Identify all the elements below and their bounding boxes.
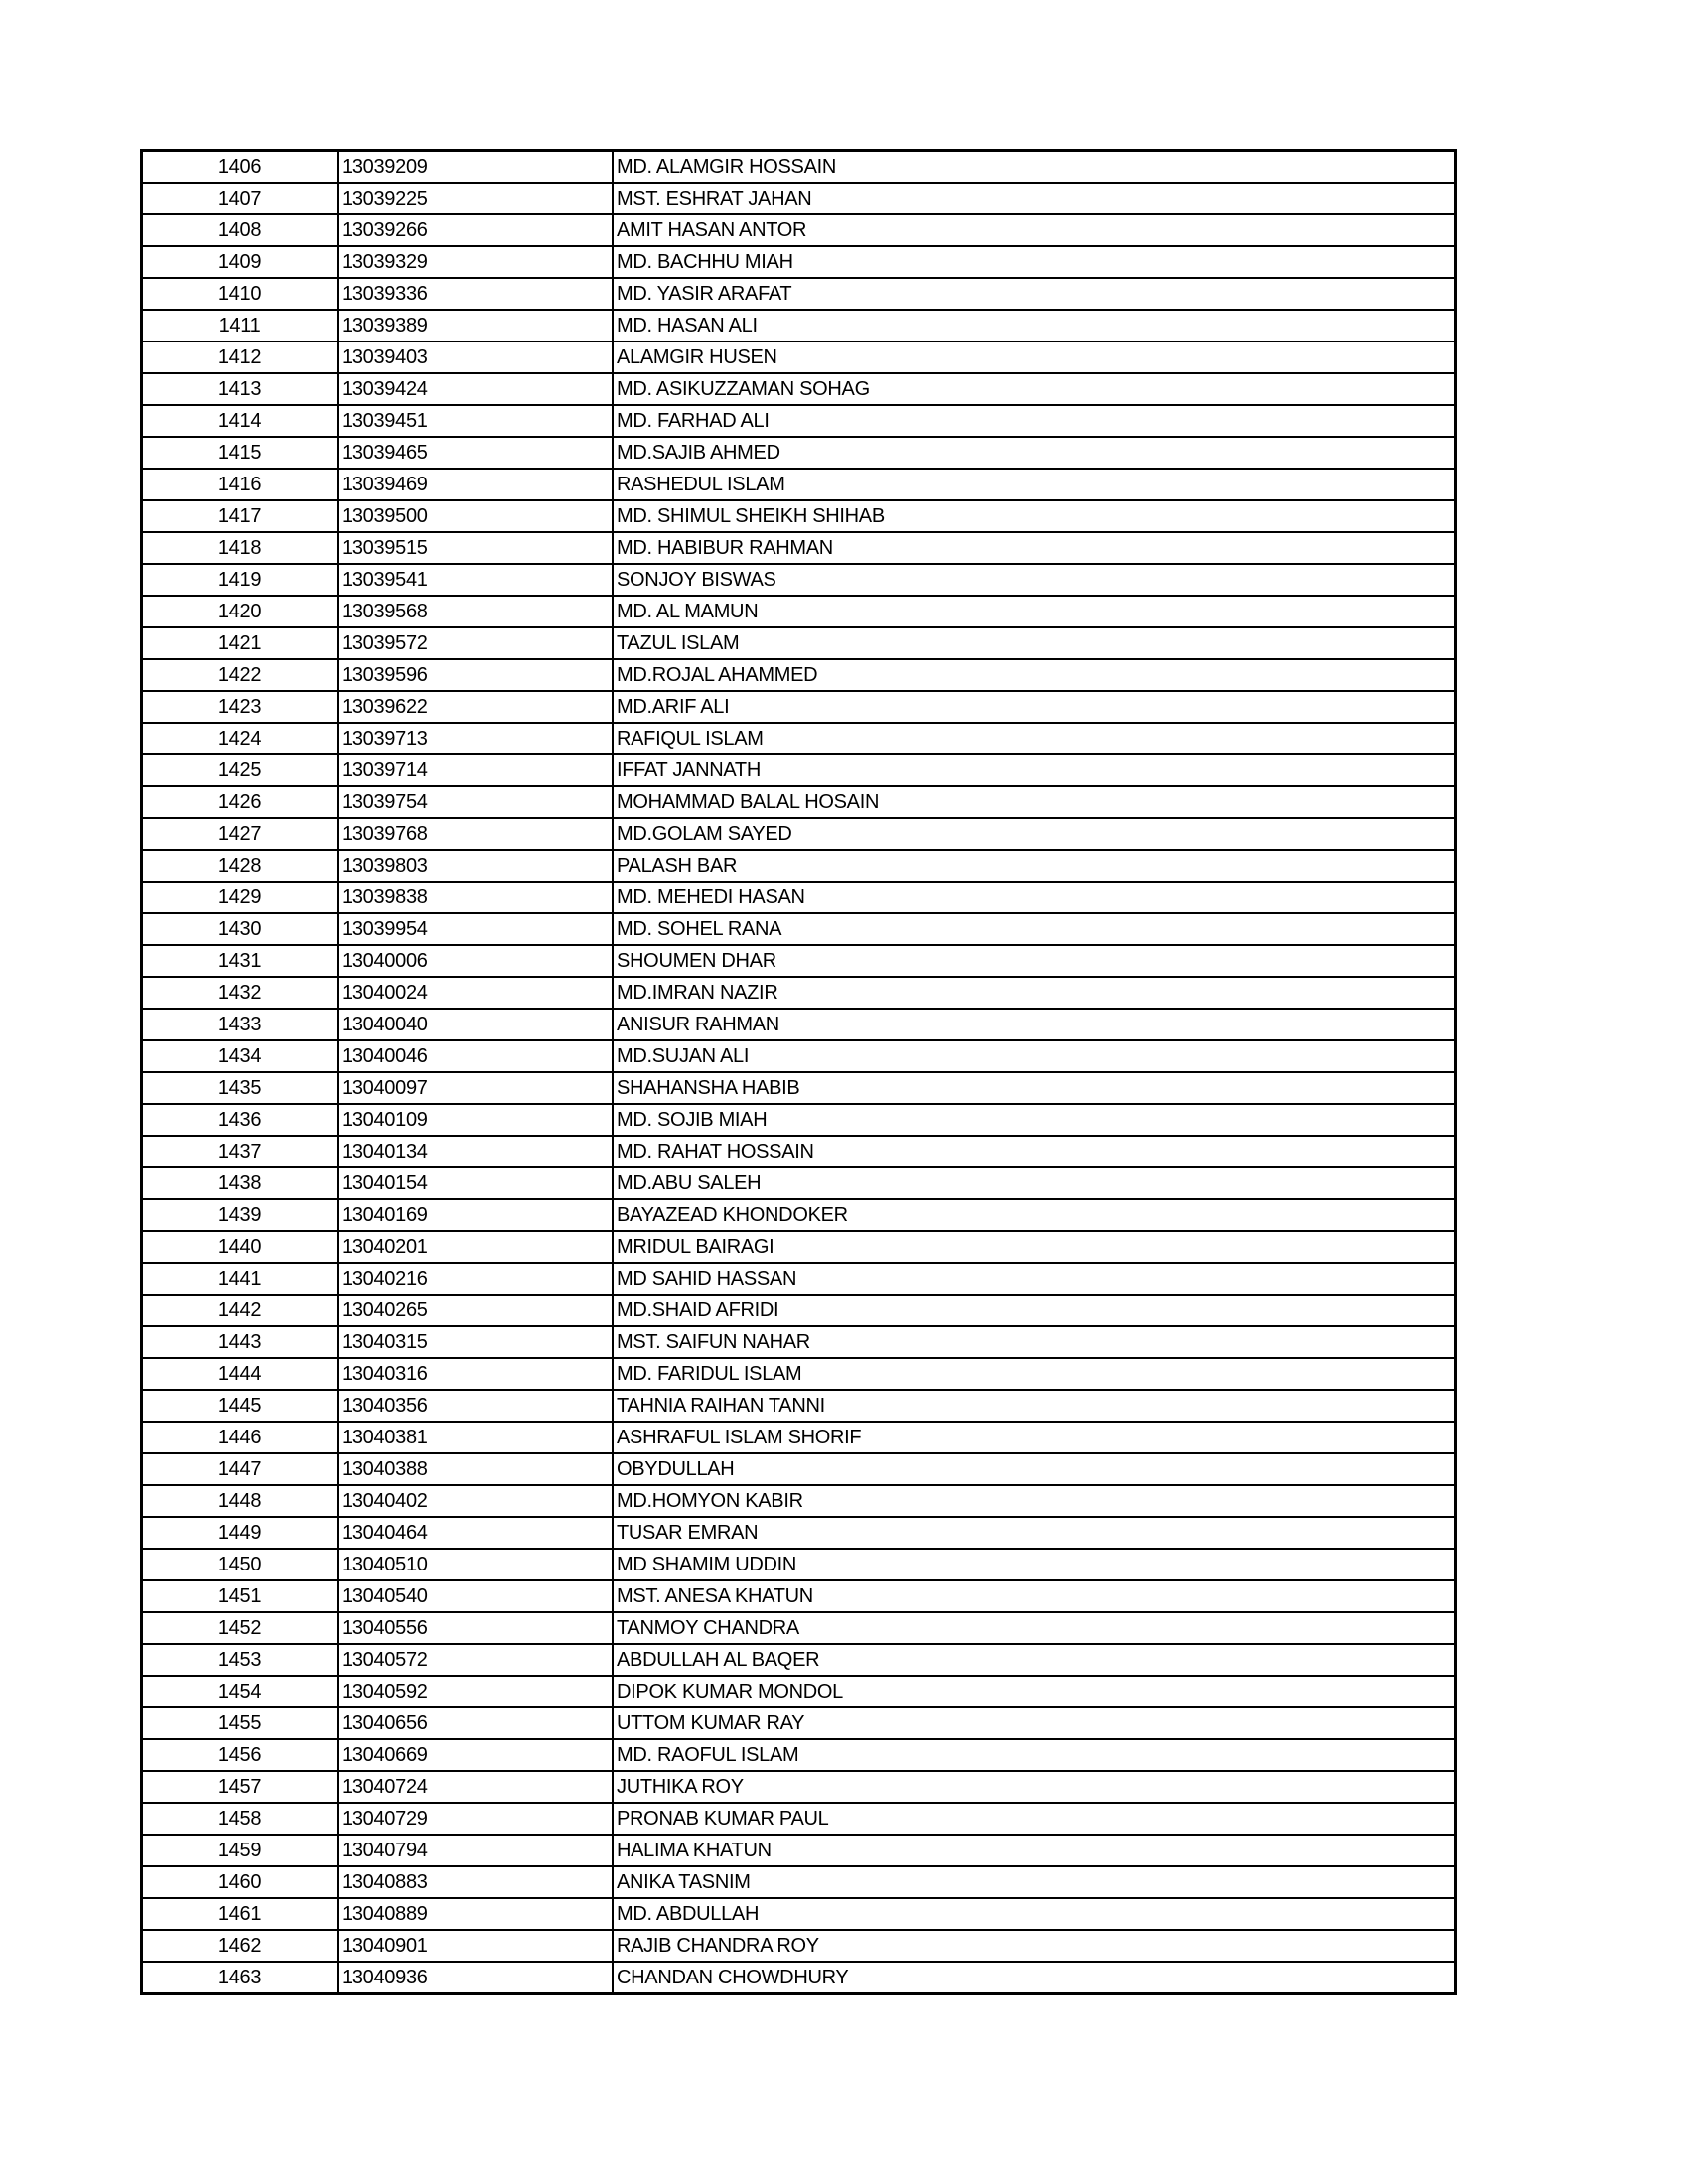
serial-number-cell: 1449 xyxy=(142,1517,339,1549)
roll-number-cell: 13040464 xyxy=(338,1517,613,1549)
roll-number-cell: 13040356 xyxy=(338,1390,613,1422)
serial-number-cell: 1414 xyxy=(142,405,339,437)
candidate-name-cell: ABDULLAH AL BAQER xyxy=(613,1644,1456,1676)
candidate-name-cell: SHOUMEN DHAR xyxy=(613,945,1456,977)
candidate-name-cell: MD. AL MAMUN xyxy=(613,596,1456,627)
candidate-name-cell: TAHNIA RAIHAN TANNI xyxy=(613,1390,1456,1422)
candidate-name-cell: TAZUL ISLAM xyxy=(613,627,1456,659)
table-row xyxy=(142,818,1456,850)
result-table-body xyxy=(142,151,1456,1994)
candidate-name-cell: PRONAB KUMAR PAUL xyxy=(613,1803,1456,1835)
candidate-name-cell: MD SAHID HASSAN xyxy=(613,1263,1456,1295)
serial-number-cell: 1457 xyxy=(142,1771,339,1803)
candidate-name-cell: MD. ASIKUZZAMAN SOHAG xyxy=(613,373,1456,405)
roll-number-cell: 13040889 xyxy=(338,1898,613,1930)
serial-number-cell: 1426 xyxy=(142,786,339,818)
result-table xyxy=(140,149,1457,1995)
table-row xyxy=(142,1104,1456,1136)
roll-number-cell: 13040794 xyxy=(338,1835,613,1866)
roll-number-cell: 13039954 xyxy=(338,913,613,945)
candidate-name-cell: MD. SOJIB MIAH xyxy=(613,1104,1456,1136)
table-row xyxy=(142,882,1456,913)
roll-number-cell: 13039713 xyxy=(338,723,613,754)
serial-number-cell: 1407 xyxy=(142,183,339,214)
serial-number-cell: 1447 xyxy=(142,1453,339,1485)
roll-number-cell: 13039596 xyxy=(338,659,613,691)
candidate-name-cell: MD. MEHEDI HASAN xyxy=(613,882,1456,913)
table-row xyxy=(142,1263,1456,1295)
serial-number-cell: 1461 xyxy=(142,1898,339,1930)
table-row xyxy=(142,1549,1456,1580)
table-row xyxy=(142,1962,1456,1994)
table-row xyxy=(142,754,1456,786)
roll-number-cell: 13039424 xyxy=(338,373,613,405)
serial-number-cell: 1444 xyxy=(142,1358,339,1390)
serial-number-cell: 1415 xyxy=(142,437,339,469)
roll-number-cell: 13040169 xyxy=(338,1199,613,1231)
candidate-name-cell: MD.SUJAN ALI xyxy=(613,1040,1456,1072)
roll-number-cell: 13039838 xyxy=(338,882,613,913)
table-row xyxy=(142,278,1456,310)
candidate-name-cell: MRIDUL BAIRAGI xyxy=(613,1231,1456,1263)
table-row xyxy=(142,1358,1456,1390)
table-row xyxy=(142,246,1456,278)
serial-number-cell: 1452 xyxy=(142,1612,339,1644)
candidate-name-cell: HALIMA KHATUN xyxy=(613,1835,1456,1866)
table-row xyxy=(142,627,1456,659)
candidate-name-cell: PALASH BAR xyxy=(613,850,1456,882)
table-row xyxy=(142,1295,1456,1326)
candidate-name-cell: MST. ANESA KHATUN xyxy=(613,1580,1456,1612)
table-row xyxy=(142,1072,1456,1104)
table-row xyxy=(142,405,1456,437)
table-row xyxy=(142,1835,1456,1866)
candidate-name-cell: AMIT HASAN ANTOR xyxy=(613,214,1456,246)
serial-number-cell: 1438 xyxy=(142,1167,339,1199)
serial-number-cell: 1456 xyxy=(142,1739,339,1771)
candidate-name-cell: BAYAZEAD KHONDOKER xyxy=(613,1199,1456,1231)
candidate-name-cell: MD. RAHAT HOSSAIN xyxy=(613,1136,1456,1167)
candidate-name-cell: ASHRAFUL ISLAM SHORIF xyxy=(613,1422,1456,1453)
candidate-name-cell: MD. ALAMGIR HOSSAIN xyxy=(613,151,1456,184)
serial-number-cell: 1432 xyxy=(142,977,339,1009)
candidate-name-cell: MD. SHIMUL SHEIKH SHIHAB xyxy=(613,500,1456,532)
table-row xyxy=(142,1930,1456,1962)
candidate-name-cell: TUSAR EMRAN xyxy=(613,1517,1456,1549)
table-row xyxy=(142,1136,1456,1167)
serial-number-cell: 1450 xyxy=(142,1549,339,1580)
table-row xyxy=(142,1009,1456,1040)
table-row xyxy=(142,437,1456,469)
roll-number-cell: 13039568 xyxy=(338,596,613,627)
serial-number-cell: 1410 xyxy=(142,278,339,310)
serial-number-cell: 1441 xyxy=(142,1263,339,1295)
candidate-name-cell: MD. FARHAD ALI xyxy=(613,405,1456,437)
table-row xyxy=(142,1676,1456,1707)
candidate-name-cell: JUTHIKA ROY xyxy=(613,1771,1456,1803)
serial-number-cell: 1431 xyxy=(142,945,339,977)
roll-number-cell: 13039389 xyxy=(338,310,613,341)
serial-number-cell: 1460 xyxy=(142,1866,339,1898)
table-row xyxy=(142,596,1456,627)
table-row xyxy=(142,1422,1456,1453)
roll-number-cell: 13039714 xyxy=(338,754,613,786)
serial-number-cell: 1413 xyxy=(142,373,339,405)
serial-number-cell: 1436 xyxy=(142,1104,339,1136)
roll-number-cell: 13040024 xyxy=(338,977,613,1009)
serial-number-cell: 1409 xyxy=(142,246,339,278)
roll-number-cell: 13040656 xyxy=(338,1707,613,1739)
candidate-name-cell: MST. ESHRAT JAHAN xyxy=(613,183,1456,214)
roll-number-cell: 13040724 xyxy=(338,1771,613,1803)
roll-number-cell: 13040540 xyxy=(338,1580,613,1612)
roll-number-cell: 13039336 xyxy=(338,278,613,310)
candidate-name-cell: ANISUR RAHMAN xyxy=(613,1009,1456,1040)
serial-number-cell: 1418 xyxy=(142,532,339,564)
table-row xyxy=(142,786,1456,818)
candidate-name-cell: MD. HABIBUR RAHMAN xyxy=(613,532,1456,564)
serial-number-cell: 1435 xyxy=(142,1072,339,1104)
candidate-name-cell: MD. RAOFUL ISLAM xyxy=(613,1739,1456,1771)
serial-number-cell: 1419 xyxy=(142,564,339,596)
roll-number-cell: 13040936 xyxy=(338,1962,613,1994)
serial-number-cell: 1434 xyxy=(142,1040,339,1072)
candidate-name-cell: RAFIQUL ISLAM xyxy=(613,723,1456,754)
roll-number-cell: 13040265 xyxy=(338,1295,613,1326)
candidate-name-cell: SHAHANSHA HABIB xyxy=(613,1072,1456,1104)
table-row xyxy=(142,500,1456,532)
table-row xyxy=(142,310,1456,341)
table-row xyxy=(142,1612,1456,1644)
table-row xyxy=(142,723,1456,754)
candidate-name-cell: MD.ROJAL AHAMMED xyxy=(613,659,1456,691)
roll-number-cell: 13040216 xyxy=(338,1263,613,1295)
roll-number-cell: 13040883 xyxy=(338,1866,613,1898)
serial-number-cell: 1406 xyxy=(142,151,339,184)
candidate-name-cell: MD.SHAID AFRIDI xyxy=(613,1295,1456,1326)
serial-number-cell: 1422 xyxy=(142,659,339,691)
table-row xyxy=(142,341,1456,373)
table-row xyxy=(142,1517,1456,1549)
roll-number-cell: 13040572 xyxy=(338,1644,613,1676)
candidate-name-cell: MOHAMMAD BALAL HOSAIN xyxy=(613,786,1456,818)
roll-number-cell: 13039768 xyxy=(338,818,613,850)
serial-number-cell: 1463 xyxy=(142,1962,339,1994)
table-row xyxy=(142,183,1456,214)
serial-number-cell: 1417 xyxy=(142,500,339,532)
serial-number-cell: 1427 xyxy=(142,818,339,850)
serial-number-cell: 1425 xyxy=(142,754,339,786)
candidate-name-cell: MD. BACHHU MIAH xyxy=(613,246,1456,278)
candidate-name-cell: MD.ABU SALEH xyxy=(613,1167,1456,1199)
serial-number-cell: 1454 xyxy=(142,1676,339,1707)
roll-number-cell: 13040901 xyxy=(338,1930,613,1962)
serial-number-cell: 1446 xyxy=(142,1422,339,1453)
roll-number-cell: 13039622 xyxy=(338,691,613,723)
roll-number-cell: 13040388 xyxy=(338,1453,613,1485)
table-row xyxy=(142,913,1456,945)
roll-number-cell: 13040510 xyxy=(338,1549,613,1580)
table-row xyxy=(142,373,1456,405)
candidate-name-cell: MD.HOMYON KABIR xyxy=(613,1485,1456,1517)
serial-number-cell: 1448 xyxy=(142,1485,339,1517)
candidate-name-cell: MD. YASIR ARAFAT xyxy=(613,278,1456,310)
roll-number-cell: 13039500 xyxy=(338,500,613,532)
candidate-name-cell: MD SHAMIM UDDIN xyxy=(613,1549,1456,1580)
candidate-name-cell: RASHEDUL ISLAM xyxy=(613,469,1456,500)
serial-number-cell: 1458 xyxy=(142,1803,339,1835)
roll-number-cell: 13040006 xyxy=(338,945,613,977)
candidate-name-cell: MD.GOLAM SAYED xyxy=(613,818,1456,850)
roll-number-cell: 13039465 xyxy=(338,437,613,469)
roll-number-cell: 13040097 xyxy=(338,1072,613,1104)
roll-number-cell: 13040134 xyxy=(338,1136,613,1167)
serial-number-cell: 1428 xyxy=(142,850,339,882)
table-row xyxy=(142,1739,1456,1771)
roll-number-cell: 13039403 xyxy=(338,341,613,373)
roll-number-cell: 13039329 xyxy=(338,246,613,278)
serial-number-cell: 1420 xyxy=(142,596,339,627)
candidate-name-cell: TANMOY CHANDRA xyxy=(613,1612,1456,1644)
candidate-name-cell: ALAMGIR HUSEN xyxy=(613,341,1456,373)
table-row xyxy=(142,1326,1456,1358)
serial-number-cell: 1442 xyxy=(142,1295,339,1326)
roll-number-cell: 13039209 xyxy=(338,151,613,184)
table-row xyxy=(142,945,1456,977)
candidate-name-cell: MD. FARIDUL ISLAM xyxy=(613,1358,1456,1390)
table-row xyxy=(142,1390,1456,1422)
serial-number-cell: 1437 xyxy=(142,1136,339,1167)
serial-number-cell: 1462 xyxy=(142,1930,339,1962)
candidate-name-cell: MD.IMRAN NAZIR xyxy=(613,977,1456,1009)
candidate-name-cell: ANIKA TASNIM xyxy=(613,1866,1456,1898)
serial-number-cell: 1443 xyxy=(142,1326,339,1358)
candidate-name-cell: MST. SAIFUN NAHAR xyxy=(613,1326,1456,1358)
serial-number-cell: 1421 xyxy=(142,627,339,659)
roll-number-cell: 13040669 xyxy=(338,1739,613,1771)
roll-number-cell: 13040046 xyxy=(338,1040,613,1072)
roll-number-cell: 13040040 xyxy=(338,1009,613,1040)
candidate-name-cell: MD. SOHEL RANA xyxy=(613,913,1456,945)
roll-number-cell: 13040154 xyxy=(338,1167,613,1199)
roll-number-cell: 13039469 xyxy=(338,469,613,500)
candidate-name-cell: UTTOM KUMAR RAY xyxy=(613,1707,1456,1739)
roll-number-cell: 13040402 xyxy=(338,1485,613,1517)
table-row xyxy=(142,1040,1456,1072)
serial-number-cell: 1459 xyxy=(142,1835,339,1866)
serial-number-cell: 1430 xyxy=(142,913,339,945)
candidate-name-cell: RAJIB CHANDRA ROY xyxy=(613,1930,1456,1962)
roll-number-cell: 13040729 xyxy=(338,1803,613,1835)
candidate-name-cell: DIPOK KUMAR MONDOL xyxy=(613,1676,1456,1707)
serial-number-cell: 1429 xyxy=(142,882,339,913)
roll-number-cell: 13039541 xyxy=(338,564,613,596)
candidate-name-cell: MD. ABDULLAH xyxy=(613,1898,1456,1930)
serial-number-cell: 1416 xyxy=(142,469,339,500)
serial-number-cell: 1412 xyxy=(142,341,339,373)
table-row xyxy=(142,1707,1456,1739)
candidate-name-cell: MD.ARIF ALI xyxy=(613,691,1456,723)
table-row xyxy=(142,1453,1456,1485)
serial-number-cell: 1439 xyxy=(142,1199,339,1231)
candidate-name-cell: OBYDULLAH xyxy=(613,1453,1456,1485)
roll-number-cell: 13040316 xyxy=(338,1358,613,1390)
table-row xyxy=(142,1167,1456,1199)
roll-number-cell: 13039754 xyxy=(338,786,613,818)
candidate-name-cell: CHANDAN CHOWDHURY xyxy=(613,1962,1456,1994)
table-row xyxy=(142,850,1456,882)
table-row xyxy=(142,1580,1456,1612)
roll-number-cell: 13040201 xyxy=(338,1231,613,1263)
roll-number-cell: 13039803 xyxy=(338,850,613,882)
roll-number-cell: 13040381 xyxy=(338,1422,613,1453)
serial-number-cell: 1440 xyxy=(142,1231,339,1263)
serial-number-cell: 1408 xyxy=(142,214,339,246)
table-row xyxy=(142,977,1456,1009)
candidate-name-cell: SONJOY BISWAS xyxy=(613,564,1456,596)
candidate-name-cell: MD.SAJIB AHMED xyxy=(613,437,1456,469)
table-row xyxy=(142,1898,1456,1930)
roll-number-cell: 13039225 xyxy=(338,183,613,214)
roll-number-cell: 13040556 xyxy=(338,1612,613,1644)
serial-number-cell: 1433 xyxy=(142,1009,339,1040)
serial-number-cell: 1445 xyxy=(142,1390,339,1422)
table-row xyxy=(142,214,1456,246)
serial-number-cell: 1453 xyxy=(142,1644,339,1676)
roll-number-cell: 13039515 xyxy=(338,532,613,564)
table-row xyxy=(142,469,1456,500)
table-row xyxy=(142,151,1456,184)
roll-number-cell: 13039266 xyxy=(338,214,613,246)
roll-number-cell: 13039572 xyxy=(338,627,613,659)
table-row xyxy=(142,1485,1456,1517)
serial-number-cell: 1423 xyxy=(142,691,339,723)
table-row xyxy=(142,564,1456,596)
table-row xyxy=(142,1771,1456,1803)
serial-number-cell: 1451 xyxy=(142,1580,339,1612)
serial-number-cell: 1424 xyxy=(142,723,339,754)
table-row xyxy=(142,1199,1456,1231)
table-row xyxy=(142,691,1456,723)
roll-number-cell: 13039451 xyxy=(338,405,613,437)
candidate-name-cell: MD. HASAN ALI xyxy=(613,310,1456,341)
roll-number-cell: 13040109 xyxy=(338,1104,613,1136)
table-row xyxy=(142,1644,1456,1676)
table-row xyxy=(142,532,1456,564)
serial-number-cell: 1411 xyxy=(142,310,339,341)
table-row xyxy=(142,1803,1456,1835)
candidate-name-cell: IFFAT JANNATH xyxy=(613,754,1456,786)
roll-number-cell: 13040315 xyxy=(338,1326,613,1358)
table-row xyxy=(142,1231,1456,1263)
table-row xyxy=(142,1866,1456,1898)
serial-number-cell: 1455 xyxy=(142,1707,339,1739)
table-row xyxy=(142,659,1456,691)
roll-number-cell: 13040592 xyxy=(338,1676,613,1707)
